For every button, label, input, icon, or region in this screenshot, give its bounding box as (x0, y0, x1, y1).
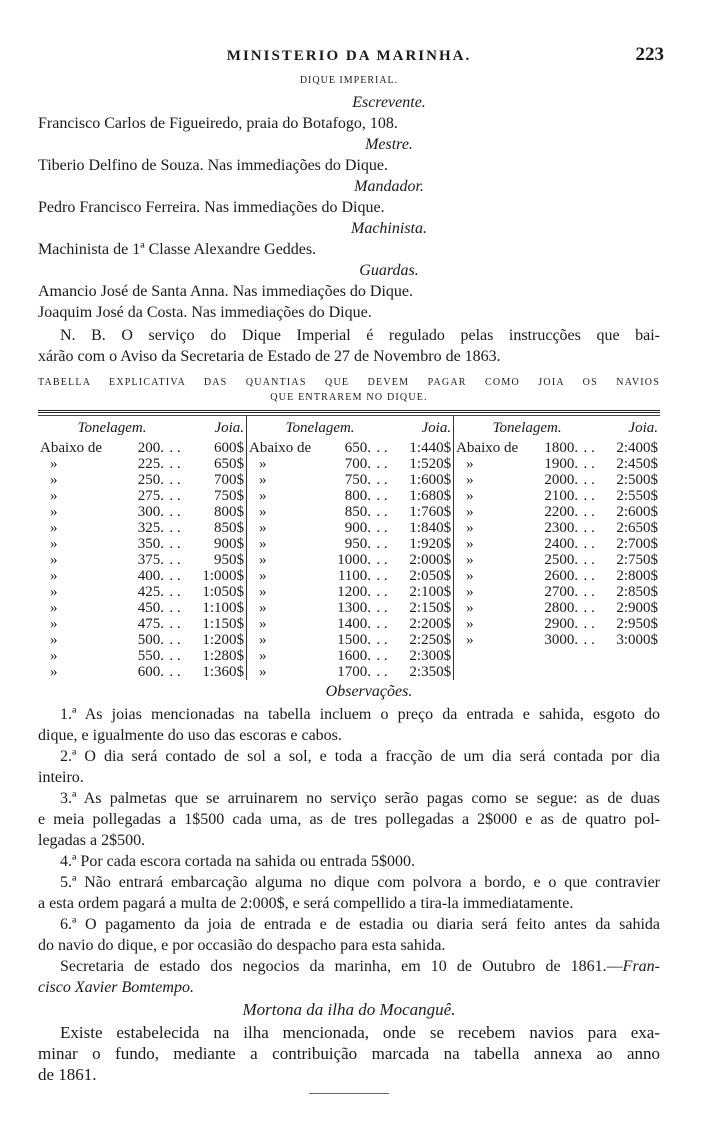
tonnage-prefix: » (259, 616, 267, 632)
table-row (38, 616, 660, 632)
joia-value: 800$ (186, 504, 247, 520)
leader-dots: . . (169, 488, 181, 504)
observation-line: do navio do dique, e por occasião do despacho para esta sahida. (38, 937, 446, 954)
joia-value: 2:400$ (616, 440, 658, 456)
joia-value: 2:850$ (616, 584, 658, 600)
leader-dots: . . (583, 520, 595, 536)
leader-dots: . . (376, 552, 388, 568)
tonnage-prefix: » (50, 504, 58, 520)
leader-dots: . . (169, 440, 181, 456)
tonnage-prefix: » (466, 456, 474, 472)
tonnage-prefix: » (50, 616, 58, 632)
joia-value: 1:440$ (393, 440, 454, 456)
end-rule (309, 1093, 389, 1094)
tonnage-prefix: Abaixo de (40, 440, 103, 456)
tonnage-value: 1000. (337, 552, 372, 568)
leader-dots: . . (169, 616, 181, 632)
tonnage-value: 1400. (337, 616, 372, 632)
tonnage-value: 750. (344, 472, 372, 488)
joia-value: 950$ (186, 552, 247, 568)
tonnage-value (534, 648, 578, 664)
staff-entry: Pedro Francisco Ferreira. Nas immediações do Dique. (38, 199, 385, 216)
tonnage-prefix: Abaixo de (249, 440, 312, 456)
tonnage-prefix: » (259, 664, 267, 680)
tonnage-value: 950. (344, 536, 372, 552)
tonnage-prefix: » (50, 664, 58, 680)
tonnage-prefix (454, 648, 535, 664)
tonnage-prefix: » (466, 584, 474, 600)
leader-dots: . . (583, 568, 595, 584)
joia-value: 1:680$ (393, 488, 454, 504)
tonnage-prefix: » (466, 488, 474, 504)
table-row (38, 488, 660, 504)
mortona-line: minar o fundo, mediante a contribuição marcada na tabella annexa ao anno (38, 1044, 660, 1063)
leader-dots: . . (169, 520, 181, 536)
leader-dots: . . (376, 584, 388, 600)
tonnage-prefix: » (259, 632, 267, 648)
staff-entry: Francisco Carlos de Figueiredo, praia do Botafogo, 108. (38, 115, 398, 132)
table-row (38, 600, 660, 616)
tonnage-value: 2300. (544, 520, 579, 536)
leader-dots: . . (583, 504, 595, 520)
tonnage-value: 2500. (544, 552, 579, 568)
tonnage-prefix: » (259, 568, 267, 584)
mortona-paragraph (38, 1022, 660, 1085)
joia-value: 900$ (186, 536, 247, 552)
leader-dots: . . (169, 648, 181, 664)
table-row (38, 504, 660, 520)
staff-role-heading: Machinista. (351, 220, 427, 237)
joia-value: 2:900$ (616, 600, 658, 616)
section-title: DIQUE IMPERIAL. (299, 75, 399, 86)
nota-bene-paragraph (38, 325, 660, 367)
joia-value: 600$ (186, 440, 247, 456)
joia-value: 2:650$ (616, 520, 658, 536)
mortona-title: Mortona da ilha do Mocanguê. (242, 1000, 456, 1019)
observation-line: legadas a 2$500. (38, 832, 146, 849)
leader-dots (578, 664, 600, 680)
tonnage-fee-table (38, 416, 660, 680)
tonnage-prefix: » (259, 648, 267, 664)
joia-value: 2:100$ (393, 584, 454, 600)
tonnage-prefix: » (50, 632, 58, 648)
tonnage-value: 400. (137, 568, 164, 584)
staff-list (38, 92, 660, 323)
joia-value: 1:200$ (186, 632, 247, 648)
tonnage-value: 350. (137, 536, 164, 552)
staff-entry: Amancio José de Santa Anna. Nas immediações do Dique. (38, 283, 414, 300)
tonnage-value: 250. (137, 472, 164, 488)
joia-value: 2:500$ (616, 472, 658, 488)
leader-dots: . . (583, 552, 595, 568)
joia-value: 1:150$ (186, 616, 247, 632)
mortona-line: de 1861. (38, 1065, 97, 1084)
tonnage-value: 1900. (544, 456, 579, 472)
tonnage-prefix: » (259, 536, 267, 552)
joia-value: 2:350$ (393, 664, 454, 680)
leader-dots: . . (376, 536, 388, 552)
tonnage-prefix: » (50, 584, 58, 600)
joia-value: 1:100$ (186, 600, 247, 616)
tonnage-value: 500. (137, 632, 164, 648)
leader-dots: . . (583, 472, 595, 488)
leader-dots: . . (376, 520, 388, 536)
joia-value: 1:600$ (393, 472, 454, 488)
staff-role-heading: Mandador. (354, 178, 424, 195)
tonnage-prefix: » (466, 536, 474, 552)
tonnage-prefix: » (50, 472, 58, 488)
leader-dots: . . (376, 632, 388, 648)
table-row (38, 648, 660, 664)
joia-value: 850$ (186, 520, 247, 536)
tonnage-prefix: » (466, 632, 474, 648)
tonnage-value: 325. (137, 520, 164, 536)
joia-value: 2:550$ (616, 488, 658, 504)
tonnage-prefix: » (50, 488, 58, 504)
joia-value: 2:250$ (393, 632, 454, 648)
leader-dots: . . (169, 552, 181, 568)
tonnage-prefix: » (259, 584, 267, 600)
tonnage-value: 700. (344, 456, 372, 472)
table-row (38, 536, 660, 552)
leader-dots: . . (376, 568, 388, 584)
observation-line: a esta ordem pagará a multa de 2:000$, e será compellido a tira-la immediatamente. (38, 895, 574, 912)
observation-line: 5.ª Não entrará embarcação alguma no dique com polvora a bordo, e o que contravier (60, 874, 660, 891)
staff-role-heading: Escrevente. (352, 94, 426, 111)
observation-line: 3.ª As palmetas que se arruinarem no serviço serão pagas como se segue: as de duas (60, 790, 660, 807)
tonnage-value: 1600. (337, 648, 372, 664)
table-caption-line: QUE ENTRAREM NO DIQUE. (270, 392, 428, 403)
tonnage-value: 2900. (544, 616, 579, 632)
leader-dots: . . (169, 600, 181, 616)
tonnage-value: 450. (137, 600, 164, 616)
leader-dots: . . (169, 584, 181, 600)
joia-value: 1:920$ (393, 536, 454, 552)
tonnage-prefix: » (466, 552, 474, 568)
tonnage-value: 900. (344, 520, 372, 536)
tonnage-prefix: » (259, 520, 267, 536)
tonnage-value: 650. (344, 440, 372, 456)
leader-dots: . . (583, 616, 595, 632)
tonnage-value: 1100. (337, 568, 372, 584)
tonnage-prefix (454, 664, 535, 680)
joia-value: 1:000$ (186, 568, 247, 584)
tonnage-prefix: » (259, 552, 267, 568)
header-tonelagem: Tonelagem. (492, 420, 562, 436)
leader-dots: . . (376, 472, 388, 488)
tonnage-value: 550. (137, 648, 164, 664)
table-row (38, 632, 660, 648)
leader-dots: . . (583, 600, 595, 616)
joia-value: 1:280$ (186, 648, 247, 664)
joia-value: 2:800$ (616, 568, 658, 584)
header-tonelagem: Tonelagem. (77, 420, 147, 436)
observation-line: dique, e igualmente do uso das escoras e cabos. (38, 727, 342, 744)
tonnage-prefix: » (466, 504, 474, 520)
signature-line-1 (38, 956, 660, 977)
tonnage-value: 2800. (544, 600, 579, 616)
tonnage-value (534, 664, 578, 680)
observation-line: 4.ª Por cada escora cortada na sahida ou entrada 5$000. (60, 853, 415, 870)
table-row (38, 584, 660, 600)
joia-value: 2:750$ (616, 552, 658, 568)
leader-dots: . . (583, 536, 595, 552)
staff-entry: Joaquim José da Costa. Nas immediações do Dique. (38, 304, 372, 321)
leader-dots: . . (169, 472, 181, 488)
tonnage-value: 225. (137, 456, 164, 472)
leader-dots: . . (169, 536, 181, 552)
leader-dots (578, 648, 600, 664)
tonnage-value: 2600. (544, 568, 579, 584)
header-joia: Joia. (628, 420, 658, 436)
leader-dots: . . (169, 632, 181, 648)
leader-dots: . . (583, 440, 595, 456)
tonnage-prefix: » (50, 648, 58, 664)
leader-dots: . . (376, 664, 388, 680)
tonnage-prefix: » (466, 616, 474, 632)
signature-name-part-1: Fran- (622, 958, 660, 975)
header-tonelagem: Tonelagem. (285, 420, 355, 436)
joia-value: 1:520$ (393, 456, 454, 472)
document-page (38, 40, 664, 1094)
leader-dots: . . (169, 504, 181, 520)
tonnage-prefix: » (466, 520, 474, 536)
table-row (38, 552, 660, 568)
tonnage-prefix: » (50, 520, 58, 536)
tonnage-value: 2400. (544, 536, 579, 552)
joia-value: 650$ (186, 456, 247, 472)
observations-title: Observações. (325, 683, 413, 700)
leader-dots: . . (376, 488, 388, 504)
joia-value (600, 664, 660, 680)
tonnage-prefix: » (50, 600, 58, 616)
table-caption (38, 375, 660, 405)
leader-dots: . . (583, 584, 595, 600)
tonnage-prefix: » (466, 568, 474, 584)
nota-bene-line: N. B. O serviço do Dique Imperial é regulado pelas instrucções que bai- (60, 327, 660, 344)
joia-value: 1:360$ (186, 664, 247, 680)
page-header (38, 40, 664, 70)
joia-value: 2:300$ (393, 648, 454, 664)
tonnage-prefix: » (259, 456, 267, 472)
joia-value: 2:000$ (393, 552, 454, 568)
observations-list (38, 704, 660, 956)
table-row (38, 440, 660, 456)
tonnage-prefix: » (50, 456, 58, 472)
joia-value: 2:700$ (616, 536, 658, 552)
leader-dots: . . (376, 600, 388, 616)
leader-dots: . . (376, 616, 388, 632)
observation-line: 1.ª As joias mencionadas na tabella incluem o preço da entrada e sahida, esgoto do (60, 706, 660, 723)
leader-dots: . . (376, 440, 388, 456)
tonnage-prefix: » (259, 488, 267, 504)
staff-entry: Machinista de 1ª Classe Alexandre Geddes. (38, 241, 317, 258)
leader-dots: . . (583, 488, 595, 504)
table-row (38, 520, 660, 536)
joia-value: 2:150$ (393, 600, 454, 616)
table-row (38, 568, 660, 584)
tonnage-value: 3000. (544, 632, 579, 648)
tonnage-value: 1700. (337, 664, 372, 680)
leader-dots: . . (583, 632, 595, 648)
tonnage-value: 425. (137, 584, 164, 600)
joia-value: 2:600$ (616, 504, 658, 520)
joia-value: 700$ (186, 472, 247, 488)
joia-value: 2:450$ (616, 456, 658, 472)
tonnage-value: 1800. (544, 440, 579, 456)
tonnage-value: 375. (137, 552, 164, 568)
tonnage-value: 800. (344, 488, 372, 504)
tonnage-prefix: Abaixo de (456, 440, 519, 456)
staff-entry: Tiberio Delfino de Souza. Nas immediações do Dique. (38, 157, 389, 174)
staff-role-heading: Guardas. (359, 262, 419, 279)
leader-dots: . . (376, 648, 388, 664)
joia-value: 750$ (186, 488, 247, 504)
tonnage-value: 2100. (544, 488, 579, 504)
table-header-row (38, 416, 660, 440)
staff-role-heading: Mestre. (365, 136, 413, 153)
joia-value: 2:050$ (393, 568, 454, 584)
tonnage-value: 1300. (337, 600, 372, 616)
tonnage-value: 2000. (544, 472, 579, 488)
tonnage-value: 850. (344, 504, 372, 520)
joia-value: 2:200$ (393, 616, 454, 632)
leader-dots: . . (169, 568, 181, 584)
tonnage-prefix: » (50, 552, 58, 568)
tonnage-prefix: » (50, 568, 58, 584)
tonnage-value: 475. (137, 616, 164, 632)
observation-line: 2.ª O dia será contado de sol a sol, e toda a fracção de um dia será contada por dia (60, 748, 660, 765)
table-row (38, 472, 660, 488)
leader-dots: . . (169, 664, 181, 680)
observation-line: e meia pollegadas a 1$500 cada uma, as de tres pollegadas a 2$000 e as de quatro pol- (38, 811, 660, 828)
header-joia: Joia. (393, 416, 454, 440)
signature-name-part-2: cisco Xavier Bomtempo. (38, 979, 194, 996)
observation-line: inteiro. (38, 769, 84, 786)
observation-line: 6.ª O pagamento da joia de entrada e de estadia ou diaria será feito antes da sahida (60, 916, 660, 933)
joia-value: 1:050$ (186, 584, 247, 600)
joia-value: 2:950$ (616, 616, 658, 632)
tonnage-value: 200. (137, 440, 164, 456)
page-number: 223 (635, 44, 664, 65)
tonnage-prefix: » (466, 472, 474, 488)
joia-value: 1:760$ (393, 504, 454, 520)
tonnage-value: 600. (137, 664, 164, 680)
joia-value: 1:840$ (393, 520, 454, 536)
tonnage-prefix: » (259, 504, 267, 520)
tonnage-value: 1200. (337, 584, 372, 600)
leader-dots: . . (376, 504, 388, 520)
table-caption-line: TABELLA EXPLICATIVA DAS QUANTIAS QUE DEVEM PAGAR COMO JOIA OS NAVIOS (38, 377, 660, 388)
tonnage-value: 2700. (544, 584, 579, 600)
joia-value: 3:000$ (616, 632, 658, 648)
leader-dots: . . (376, 456, 388, 472)
tonnage-value: 1500. (337, 632, 372, 648)
table-row (38, 664, 660, 680)
nota-bene-line: xárão com o Aviso da Secretaria de Estado de 27 de Novembro de 1863. (38, 348, 501, 365)
table-row (38, 456, 660, 472)
header-joia: Joia. (186, 416, 247, 440)
joia-value (600, 648, 660, 664)
mortona-line: Existe estabelecida na ilha mencionada, onde se recebem navios para exa- (60, 1023, 660, 1042)
tonnage-value: 2200. (544, 504, 579, 520)
tonnage-prefix: » (259, 600, 267, 616)
running-title: MINISTERIO DA MARINHA. (226, 48, 472, 64)
tonnage-prefix: » (259, 472, 267, 488)
leader-dots: . . (583, 456, 595, 472)
tonnage-prefix: » (466, 600, 474, 616)
tonnage-value: 275. (137, 488, 164, 504)
tonnage-value: 300. (137, 504, 164, 520)
leader-dots: . . (169, 456, 181, 472)
tonnage-prefix: » (50, 536, 58, 552)
signature-text: Secretaria de estado dos negocios da marinha, em 10 de Outubro de 1861.— (60, 958, 623, 975)
